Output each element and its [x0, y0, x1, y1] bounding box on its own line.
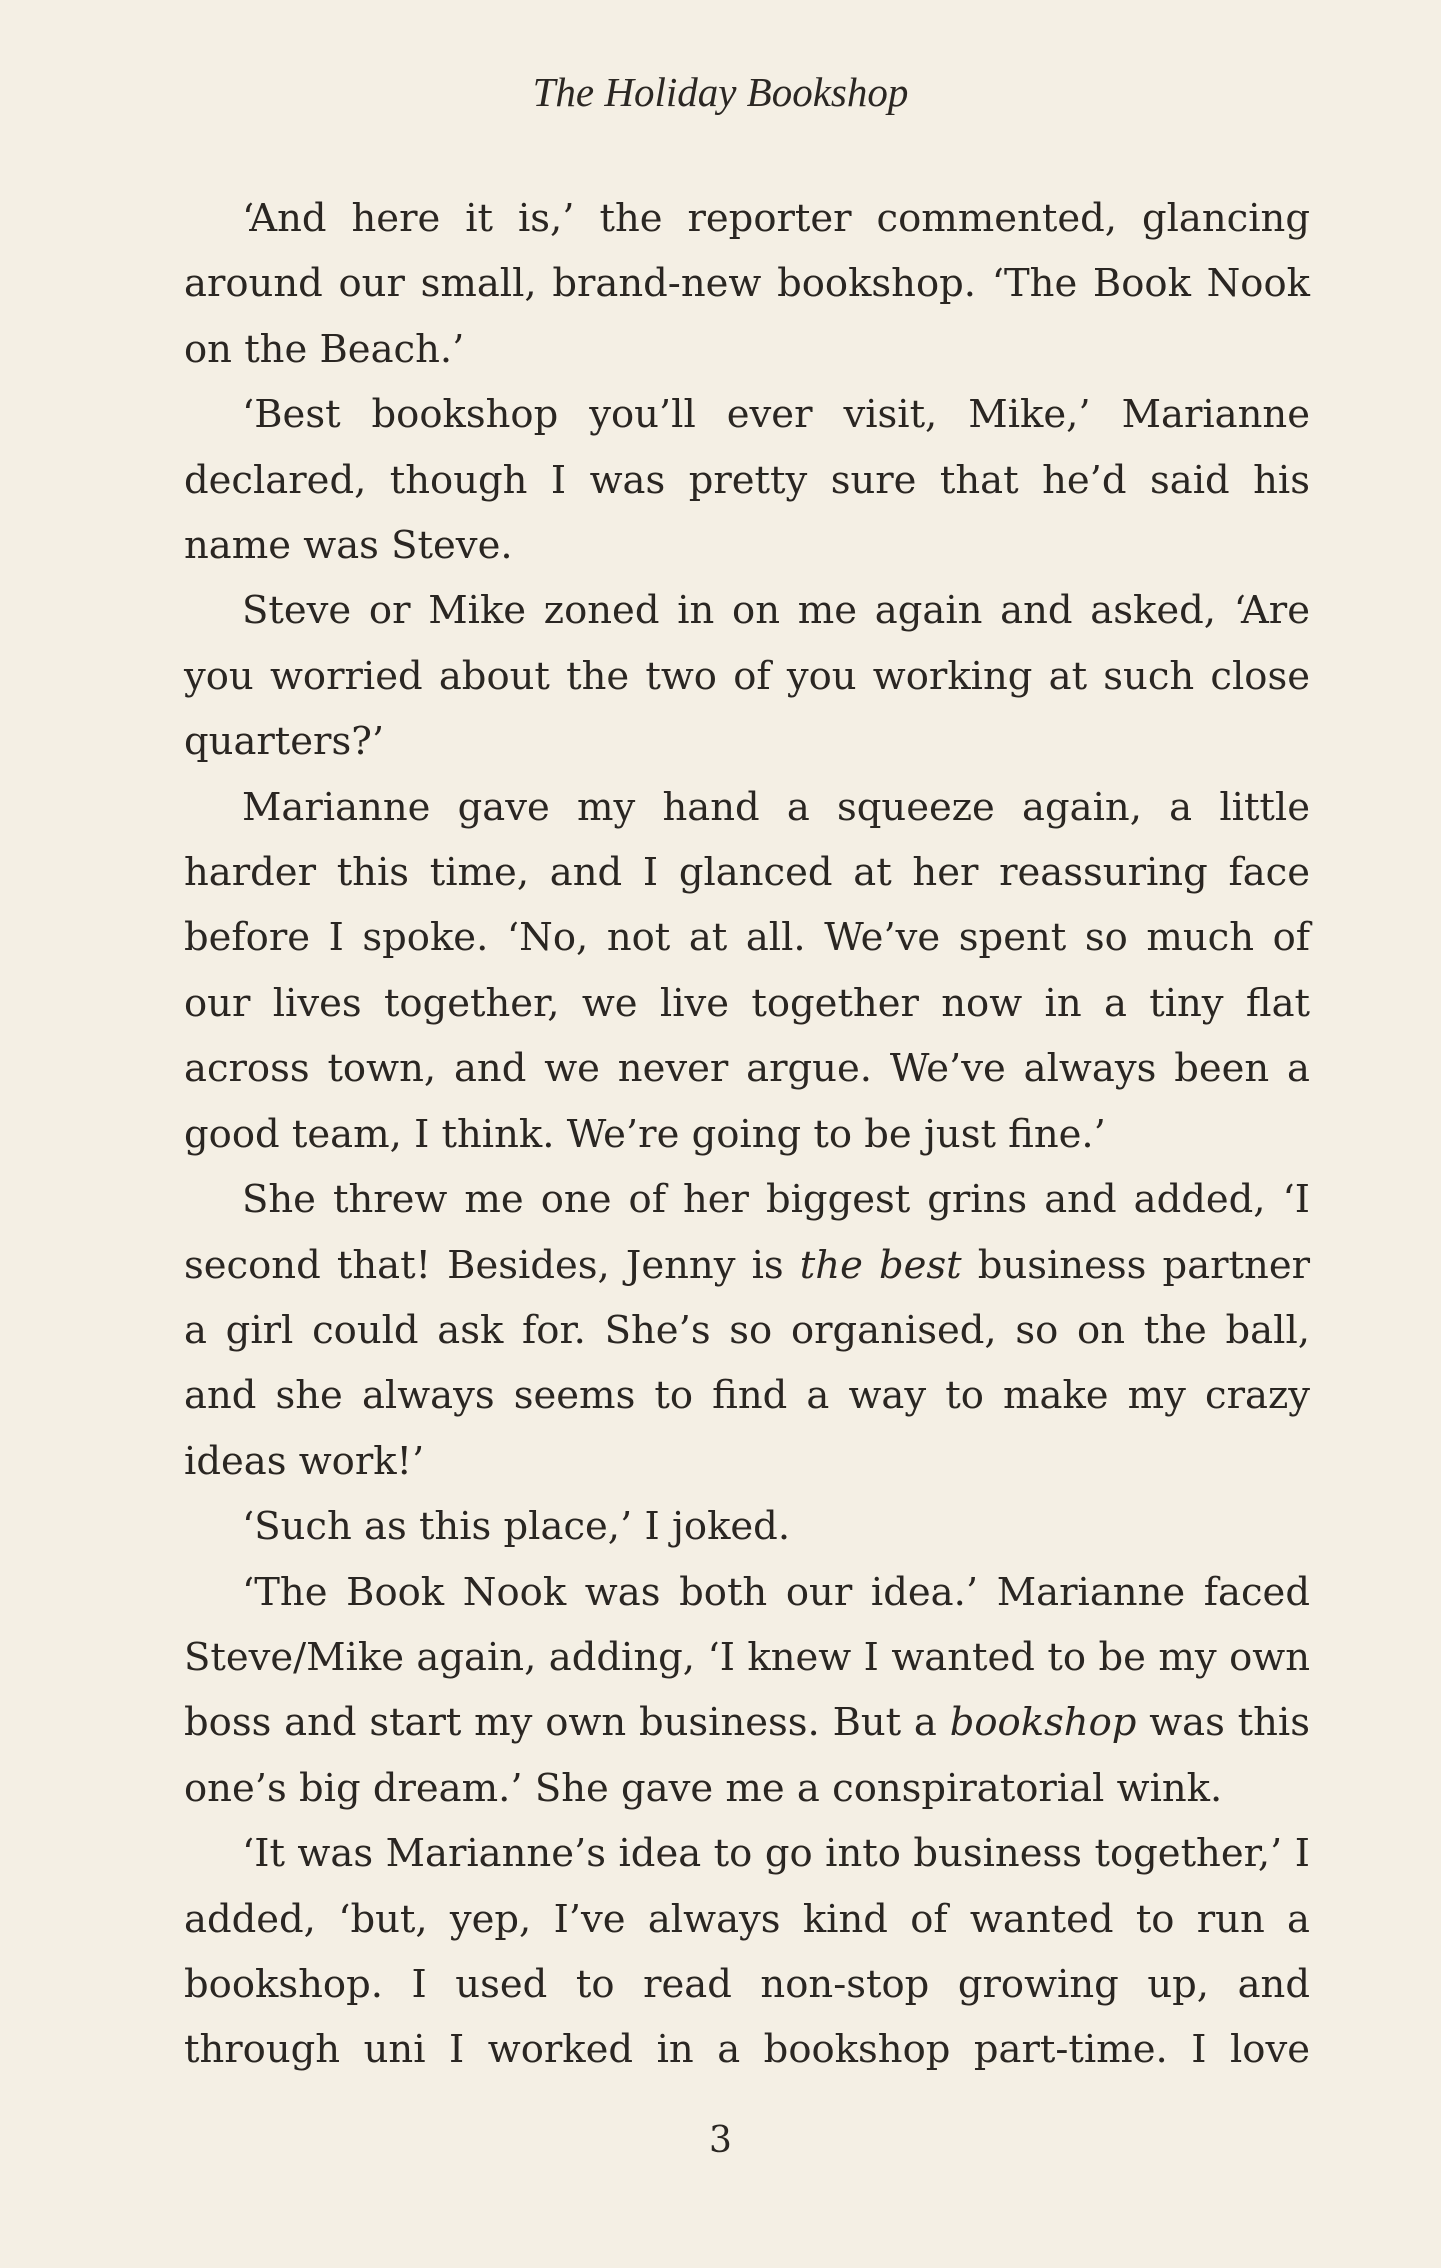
page-number: 3: [709, 2120, 732, 2161]
paragraph-text: business partner a girl could ask for. She’s so organised, so on the ball, and she always seems to find a way to make my crazy ideas work!’: [184, 1242, 1311, 1484]
paragraph: [184, 382, 1310, 578]
body-text: [184, 186, 1310, 2083]
running-head: The Holiday Bookshop: [532, 69, 909, 115]
paragraph-text: Steve or Mike zoned in on me again and asked, ‘Are you worried about the two of you working at such close quarters?’: [184, 588, 1310, 765]
italic-text: the best: [799, 1242, 962, 1288]
paragraph-text: ‘It was Marianne’s idea to go into business together,’ I added, ‘but, yep, I’ve always kind of wanted to run a bookshop. I used to read non-stop growing up, and through uni I worked in a bookshop part-time. I love: [184, 1831, 1310, 2073]
paragraph: [184, 1167, 1310, 1494]
paragraph: [184, 775, 1310, 1167]
paragraph-text: ‘The Book Nook was both our idea.’ Marianne faced Steve/Mike again, adding, ‘I knew I wanted to be my own boss and start my own business. But a: [184, 1569, 1310, 1746]
italic-text: bookshop: [949, 1700, 1137, 1746]
paragraph: [184, 186, 1310, 382]
paragraph: [184, 1821, 1310, 2083]
paragraph-text: ‘And here it is,’ the reporter commented, glancing around our small, brand-new bookshop. ‘The Book Nook on the Beach.’: [184, 196, 1310, 372]
paragraph-text: ‘Best bookshop you’ll ever visit, Mike,’ Marianne declared, though I was pretty sure that he’d said his name was Steve.: [184, 392, 1310, 569]
paragraph: [184, 1560, 1310, 1822]
paragraph-text: was this one’s big dream.’ She gave me a conspiratorial wink.: [184, 1700, 1310, 1811]
paragraph-text: ‘Such as this place,’ I joked.: [242, 1504, 791, 1550]
paragraph: [184, 1494, 1310, 1559]
paragraph: [184, 578, 1310, 774]
paragraph-text: She threw me one of her biggest grins and added, ‘I second that! Besides, Jenny is: [184, 1177, 1310, 1288]
paragraph-text: Marianne gave my hand a squeeze again, a little harder this time, and I glanced at her reassuring face before I spoke. ‘No, not at all. We’ve spent so much of our lives together, we live together now in a tiny flat across town, and we never argue. We’ve always been a good team, I think. We’re going to be just fine.’: [184, 784, 1310, 1157]
